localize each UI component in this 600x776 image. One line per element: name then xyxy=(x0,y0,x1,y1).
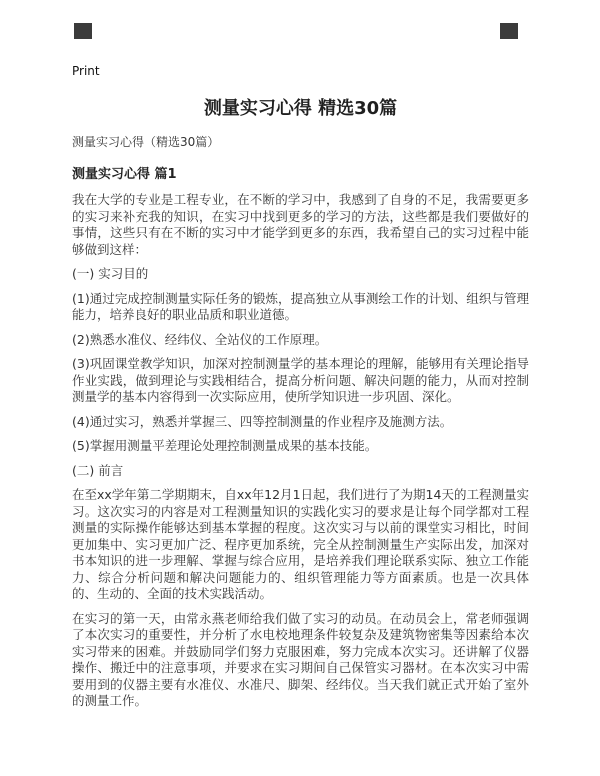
paragraph: (3)巩固课堂教学知识，加深对控制测量学的基本理论的理解，能够用有关理论指导作业实践，做到理论与实践相结合，提高分析问题、解决问题的能力，从而对控制测量学的基本内容得到一次实际应用，使所学知识进一步巩固、深化。 xyxy=(72,356,529,404)
document-body xyxy=(72,192,529,710)
paragraph: (5)掌握用测量平差理论处理控制测量成果的基本技能。 xyxy=(72,438,378,453)
document-content xyxy=(72,60,529,718)
paragraph: (2)熟悉水准仪、经纬仪、全站仪的工作原理。 xyxy=(72,331,328,347)
paragraph: (二) 前言 xyxy=(72,462,124,478)
section-heading: 测量实习心得 篇1 xyxy=(72,167,177,182)
corner-marker-right xyxy=(500,23,518,39)
print-button[interactable]: Print xyxy=(72,64,100,78)
paragraph: 在实习的第一天，由常永燕老师给我们做了实习的动员。在动员会上，常老师强调了本次实习的重要性，并分析了水电校地理条件较复杂及建筑物密集等因素给本次实习带来的困难。并鼓励同学们努力克服困难，努力完成本次实习。还讲解了仪器操作、搬迁中的注意事项，并要求在实习期间自己保管实习器材。在本次实习中需要用到的仪器主要有水准仪、水准尺、脚架、经纬仪。当天我们就正式开始了室外的测量工作。 xyxy=(72,610,529,708)
paragraph: (4)通过实习，熟悉并掌握三、四等控制测量的作业程序及施测方法。 xyxy=(72,413,453,429)
paragraph: (一) 实习目的 xyxy=(72,266,149,281)
corner-marker-left xyxy=(74,23,92,39)
document-title: 测量实习心得 精选30篇 xyxy=(203,98,398,119)
paragraph: 在至xx学年第二学期期末，自xx年12月1日起，我们进行了为期14天的工程测量实习。这次实习的内容是对工程测量知识的实践化实习的要求是让每个同学都对工程测量的实际操作能够达到基本掌握的程度。这次实习与以前的课堂实习相比，时间更加集中、实习更加广泛、程序更加系统，完全从控制测量生产实际出发，加深对书本知识的进一步理解、掌握与综合应用，是培养我们理论联系实际、独立工作能力、综合分析问题和解决问题能力的、组织管理能力等方面素质。也是一次具体的、生动的、全面的技术实践活动。 xyxy=(72,487,529,601)
paragraph: (1)通过完成控制测量实际任务的锻炼，提高独立从事测绘工作的计划、组织与管理能力，培养良好的职业品质和职业道德。 xyxy=(72,290,529,322)
document-subtitle: 测量实习心得（精选30篇） xyxy=(72,135,220,149)
paragraph: 我在大学的专业是工程专业，在不断的学习中，我感到了自身的不足，我需要更多的实习来补充我的知识，在实习中找到更多的学习的方法，这些都是我们要做好的事情，这些只有在不断的实习中才能学到更多的东西，我希望自己的实习过程中能够做到这样： xyxy=(72,192,529,257)
